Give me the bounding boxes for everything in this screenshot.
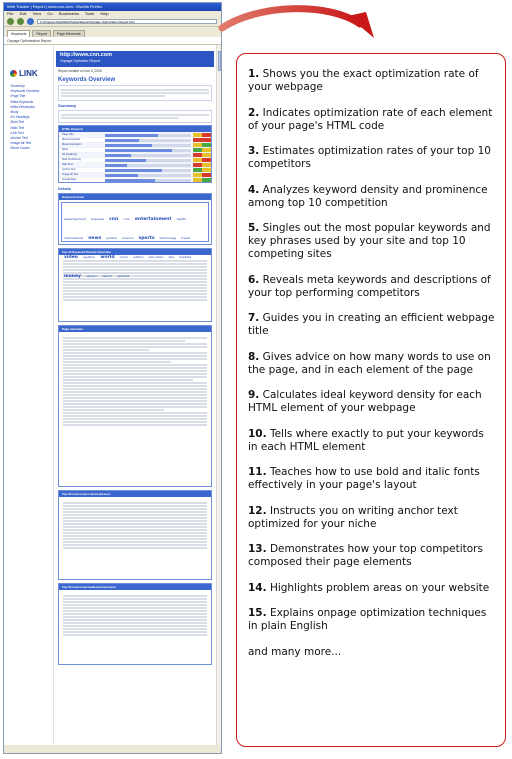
row-label: Overall Rate <box>62 178 77 181</box>
row-label: H1 Headings <box>62 153 77 156</box>
cloud-word: com <box>123 217 130 221</box>
feature-text: Indicates optimization rate of each element of your page's HTML code <box>248 106 493 132</box>
feature-number: 10. <box>248 427 267 440</box>
summary-table <box>58 125 212 183</box>
feature-text: Singles out the most popular keywords and key phrases used by your site and top 10 competing sites <box>248 222 491 260</box>
feature-text: Guides you in creating an efficient webpage title <box>248 312 495 337</box>
table-row <box>59 167 211 172</box>
multi-word-phrases-header: Top 10 most used multi-word phrases <box>59 584 211 590</box>
menu-edit[interactable]: Edit <box>19 11 27 16</box>
cloud-word: search <box>102 274 113 278</box>
nav-item-summary[interactable]: • Summary <box>10 84 53 89</box>
nav-item-image-alt-text[interactable]: • Image Alt Text <box>10 141 53 146</box>
table-row <box>59 132 211 137</box>
back-icon[interactable] <box>7 18 14 25</box>
cloud-word: sports <box>138 236 155 241</box>
link-logo <box>10 69 53 78</box>
report-tabs <box>4 27 221 37</box>
nav-item-body[interactable]: • Body <box>10 110 53 115</box>
features-panel <box>236 53 506 747</box>
cloud-word: health <box>176 217 187 221</box>
cloud-word: travel <box>181 236 191 240</box>
cloud-word: markets <box>178 255 192 259</box>
table-row <box>59 152 211 157</box>
nav-item-link-text[interactable]: • Link Text <box>10 131 53 136</box>
cloud-word: news <box>88 236 102 241</box>
nav-item-h1-headings[interactable]: • H1 Headings <box>10 115 53 120</box>
row-label: Italic Text <box>62 163 73 166</box>
keyword-density-header: Top 10 Keyword Density Overview <box>59 249 211 255</box>
and-more-text: and many more... <box>248 645 342 658</box>
report-page <box>56 45 214 668</box>
feature-item <box>248 312 495 338</box>
menu-help[interactable]: Help <box>100 11 109 16</box>
page-elements-rows <box>61 334 209 484</box>
nav-item-keywords-overview[interactable]: • Keywords Overview <box>10 89 53 94</box>
cloud-word: weather <box>82 255 96 259</box>
feature-number: 4. <box>248 183 260 196</box>
one-word-phrases-rows <box>61 499 209 577</box>
feature-item <box>248 68 495 94</box>
keywords-overview-heading: Keywords Overview <box>58 77 116 83</box>
address-bar[interactable]: C:\Program Files\WebTracker\Report\Onpage Optimization Report.html <box>37 19 217 24</box>
feature-item <box>248 428 495 454</box>
feature-text: Calculates ideal keyword density for each HTML element of your webpage <box>248 389 482 414</box>
one-word-phrases-header: Top 10 most used 1-word phrases <box>59 491 211 497</box>
banner-subtitle: Onpage Optimizer Report <box>60 59 100 63</box>
feature-item <box>248 274 495 300</box>
nav-item-anchor-text[interactable]: • Anchor Text <box>10 136 53 141</box>
row-label: Bold Text/Strong <box>62 158 81 161</box>
feature-number: 3. <box>248 145 260 157</box>
table-row <box>59 162 211 167</box>
feature-number: 15. <box>248 607 267 619</box>
row-label: Anchor Text <box>62 168 76 171</box>
cloud-word: education <box>148 255 164 259</box>
tab-page-elements[interactable]: Page Elements <box>53 30 85 37</box>
cloud-word: international <box>64 236 84 240</box>
cloud-word: science <box>122 236 134 240</box>
nav-item-meta-description[interactable]: • Meta Description <box>10 105 53 110</box>
table-row <box>59 177 211 182</box>
cloud-word: edition <box>133 255 144 259</box>
menu-bookmarks[interactable]: Bookmarks <box>58 11 79 16</box>
feature-item <box>248 466 495 492</box>
tab-report[interactable]: Report <box>32 30 51 37</box>
window-title: Web Tracker | Report | www.cnn.com - Mozilla Firefox <box>4 3 221 11</box>
cloud-word: opinion <box>86 274 98 278</box>
report-sidebar <box>4 45 54 745</box>
features-list <box>248 68 495 633</box>
feature-item <box>248 607 495 633</box>
feature-item <box>248 505 495 531</box>
nav-item-page-title[interactable]: • Page Title <box>10 94 53 99</box>
menu-go[interactable]: Go <box>47 11 53 16</box>
feature-number: 7. <box>248 312 260 324</box>
multi-word-phrases-table <box>58 583 212 665</box>
feature-number: 12. <box>248 504 267 517</box>
tab-keywords[interactable]: Keywords <box>7 30 30 37</box>
nav-item-meta-keywords[interactable]: • Meta Keywords <box>10 100 53 105</box>
cloud-word: politics <box>106 236 118 240</box>
menu-view[interactable]: View <box>32 11 42 16</box>
feature-text: Instructs you on writing anchor text optimized for your niche <box>248 504 458 530</box>
row-label: Body <box>62 148 68 151</box>
cloud-word: law <box>168 255 174 259</box>
row-label: Image Alt Text <box>62 173 79 176</box>
feature-text: Reveals meta keywords and descriptions of your top performing competitors <box>248 273 491 299</box>
summary-text-block <box>58 110 212 123</box>
menu-tools[interactable]: Tools <box>84 11 95 16</box>
feature-text: Shows you the exact optimization rate of your webpage <box>248 68 479 93</box>
cloud-word: business <box>90 217 105 221</box>
cloud-word: advertisement <box>64 217 86 221</box>
curved-arrow-icon <box>218 0 388 48</box>
feature-text: Estimates optimization rates of your top 10 competitors <box>248 145 491 170</box>
report-nav <box>10 84 53 152</box>
forward-icon[interactable] <box>17 18 24 25</box>
row-label: Page Title <box>62 133 74 136</box>
feature-number: 6. <box>248 273 260 286</box>
banner-site-url[interactable]: http://www.cnn.com <box>60 52 113 58</box>
details-heading: Details <box>58 186 72 191</box>
feature-item <box>248 351 495 377</box>
report-banner <box>56 51 214 67</box>
feature-text: Analyzes keyword density and prominence among top 10 competition <box>248 183 488 209</box>
feature-item <box>248 543 495 569</box>
report-content <box>4 45 221 745</box>
multi-word-phrases-rows <box>61 592 209 662</box>
feature-item <box>248 582 495 595</box>
feature-number: 1. <box>248 68 260 80</box>
cloud-word: video <box>64 255 78 260</box>
browser-toolbar <box>4 17 221 27</box>
feature-number: 5. <box>248 222 260 234</box>
intro-text-block <box>58 85 212 101</box>
table-row <box>59 142 211 147</box>
cloud-word: entertainment <box>134 217 172 222</box>
menu-file[interactable]: File <box>7 11 14 16</box>
feature-number: 2. <box>248 106 260 119</box>
feature-number: 8. <box>248 350 260 363</box>
cloud-word: specials <box>117 274 130 278</box>
table-row <box>59 147 211 152</box>
nav-item-word-counts[interactable]: • Word Counts <box>10 146 53 151</box>
summary-heading: Summary <box>58 103 77 108</box>
page-elements-header: Page elements <box>59 326 211 332</box>
logo-text: LINK <box>19 69 38 78</box>
home-icon[interactable] <box>27 18 34 25</box>
one-word-phrases-table <box>58 490 212 580</box>
row-label: Meta Description <box>62 143 82 146</box>
cloud-word: money <box>64 274 81 279</box>
feature-item <box>248 184 495 210</box>
feature-item <box>248 389 495 415</box>
scroll-thumb[interactable] <box>218 51 221 71</box>
feature-text: Tells where exactly to put your keywords in each HTML element <box>248 427 484 453</box>
summary-table-header: HTML Element <box>59 126 211 132</box>
nav-item-italic-text[interactable]: • Italic Text <box>10 126 53 131</box>
cloud-word: cnn <box>109 217 119 222</box>
feature-item <box>248 222 495 261</box>
feature-text: Highlights problem areas on your website <box>269 581 490 594</box>
cloud-word: crime <box>119 255 129 259</box>
feature-number: 9. <box>248 389 260 401</box>
report-date: Report created on Nov 6, 2006 <box>58 69 102 73</box>
feature-item <box>248 145 495 171</box>
feature-number: 14. <box>248 581 267 594</box>
feature-text: Teaches how to use bold and italic fonts effectively in your page's layout <box>248 466 480 491</box>
feature-item <box>248 107 495 133</box>
cloud-word: world <box>100 255 115 260</box>
feature-text: Gives advice on how many words to use on the page, and in each element of the page <box>248 350 491 376</box>
page-elements-table <box>58 325 212 487</box>
table-row <box>59 137 211 142</box>
feature-number: 13. <box>248 543 267 555</box>
document-bar: Onpage Optimization Report <box>4 37 221 45</box>
nav-item-bold-text[interactable]: • Bold Text <box>10 120 53 125</box>
browser-window <box>3 2 222 754</box>
row-label: Meta Keywords <box>62 138 80 141</box>
feature-number: 11. <box>248 466 267 478</box>
table-row <box>59 172 211 177</box>
table-row <box>59 157 211 162</box>
feature-text: Explains onpage optimization techniques in plain English <box>248 607 487 632</box>
vertical-scrollbar[interactable] <box>216 45 221 745</box>
feature-text: Demonstrates how your top competitors composed their page elements <box>248 543 483 568</box>
logo-icon <box>10 70 17 77</box>
keyword-cloud-header: Keyword cloud <box>59 194 211 200</box>
cloud-word: technology <box>159 236 177 240</box>
